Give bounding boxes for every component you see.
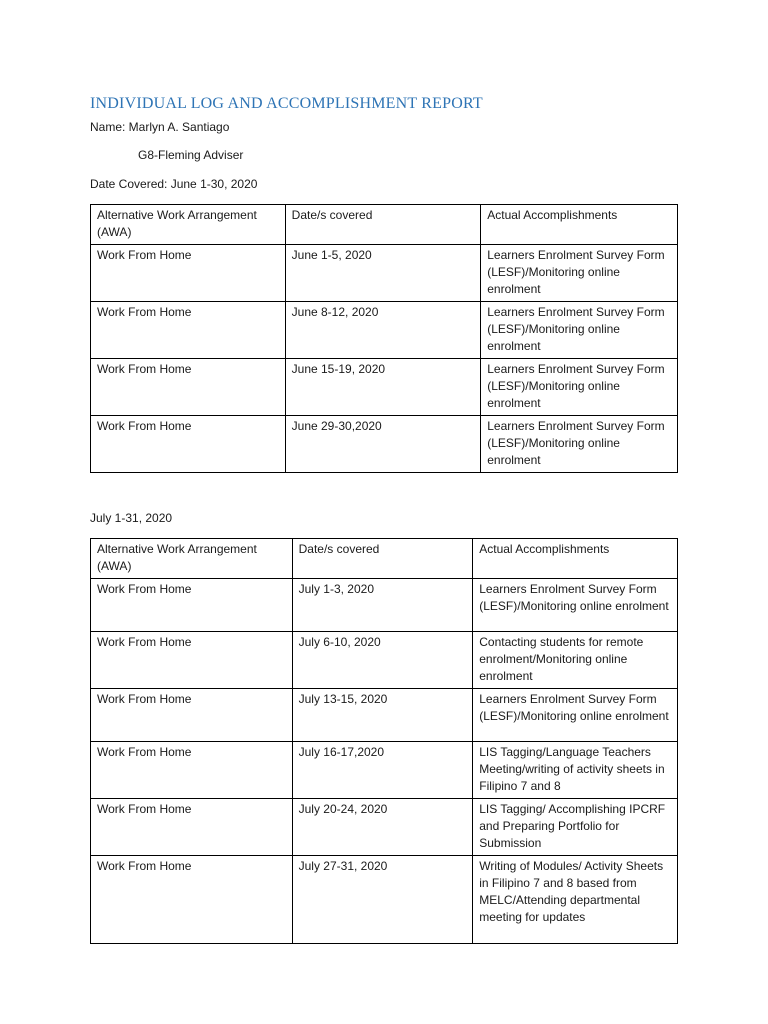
table-row — [91, 742, 678, 799]
cell-dates: June 8-12, 2020 — [285, 302, 481, 359]
header-dates: Date/s covered — [285, 205, 481, 245]
name-line: Name: Marlyn A. Santiago — [90, 120, 230, 134]
cell-dates: July 16-17,2020 — [292, 742, 473, 799]
table-row — [91, 856, 678, 944]
table-row — [91, 302, 678, 359]
date-covered-line: Date Covered: June 1-30, 2020 — [90, 177, 258, 191]
july-heading: July 1-31, 2020 — [90, 511, 173, 525]
cell-accomplishments: LIS Tagging/ Accomplishing IPCRF and Preparing Portfolio for Submission — [473, 799, 678, 856]
cell-awa: Work From Home — [91, 689, 293, 742]
cell-dates: June 29-30,2020 — [285, 416, 481, 473]
cell-dates: June 15-19, 2020 — [285, 359, 481, 416]
cell-accomplishments: Learners Enrolment Survey Form (LESF)/Monitoring online enrolment — [481, 302, 678, 359]
cell-accomplishments: Contacting students for remote enrolment/Monitoring online enrolment — [473, 632, 678, 689]
cell-accomplishments: Writing of Modules/ Activity Sheets in Filipino 7 and 8 based from MELC/Attending departmental meeting for updates — [473, 856, 678, 944]
cell-awa: Work From Home — [91, 799, 293, 856]
cell-awa: Work From Home — [91, 579, 293, 632]
cell-accomplishments: LIS Tagging/Language Teachers Meeting/writing of activity sheets in Filipino 7 and 8 — [473, 742, 678, 799]
cell-accomplishments: Learners Enrolment Survey Form (LESF)/Monitoring online enrolment — [473, 579, 678, 632]
table-row — [91, 689, 678, 742]
table-row — [91, 359, 678, 416]
cell-awa: Work From Home — [91, 856, 293, 944]
cell-awa: Work From Home — [91, 302, 286, 359]
table-row — [91, 799, 678, 856]
table-row — [91, 579, 678, 632]
july-log-table — [90, 538, 678, 944]
cell-awa: Work From Home — [91, 632, 293, 689]
table-header-row — [91, 205, 678, 245]
header-awa: Alternative Work Arrangement (AWA) — [91, 539, 293, 579]
cell-dates: July 6-10, 2020 — [292, 632, 473, 689]
cell-awa: Work From Home — [91, 245, 286, 302]
cell-accomplishments: Learners Enrolment Survey Form (LESF)/Monitoring online enrolment — [481, 359, 678, 416]
table-row — [91, 632, 678, 689]
cell-accomplishments: Learners Enrolment Survey Form (LESF)/Monitoring online enrolment — [481, 416, 678, 473]
cell-awa: Work From Home — [91, 416, 286, 473]
table-row — [91, 245, 678, 302]
cell-dates: July 20-24, 2020 — [292, 799, 473, 856]
cell-accomplishments: Learners Enrolment Survey Form (LESF)/Monitoring online enrolment — [473, 689, 678, 742]
cell-dates: July 1-3, 2020 — [292, 579, 473, 632]
report-title: INDIVIDUAL LOG AND ACCOMPLISHMENT REPORT — [90, 95, 483, 112]
june-log-table — [90, 204, 678, 473]
cell-accomplishments: Learners Enrolment Survey Form (LESF)/Monitoring online enrolment — [481, 245, 678, 302]
cell-dates: July 13-15, 2020 — [292, 689, 473, 742]
cell-dates: July 27-31, 2020 — [292, 856, 473, 944]
cell-awa: Work From Home — [91, 742, 293, 799]
cell-awa: Work From Home — [91, 359, 286, 416]
header-accomplishments: Actual Accomplishments — [481, 205, 678, 245]
table-header-row — [91, 539, 678, 579]
adviser-line: G8-Fleming Adviser — [138, 148, 244, 162]
header-dates: Date/s covered — [292, 539, 473, 579]
cell-dates: June 1-5, 2020 — [285, 245, 481, 302]
table-row — [91, 416, 678, 473]
header-awa: Alternative Work Arrangement (AWA) — [91, 205, 286, 245]
header-accomplishments: Actual Accomplishments — [473, 539, 678, 579]
